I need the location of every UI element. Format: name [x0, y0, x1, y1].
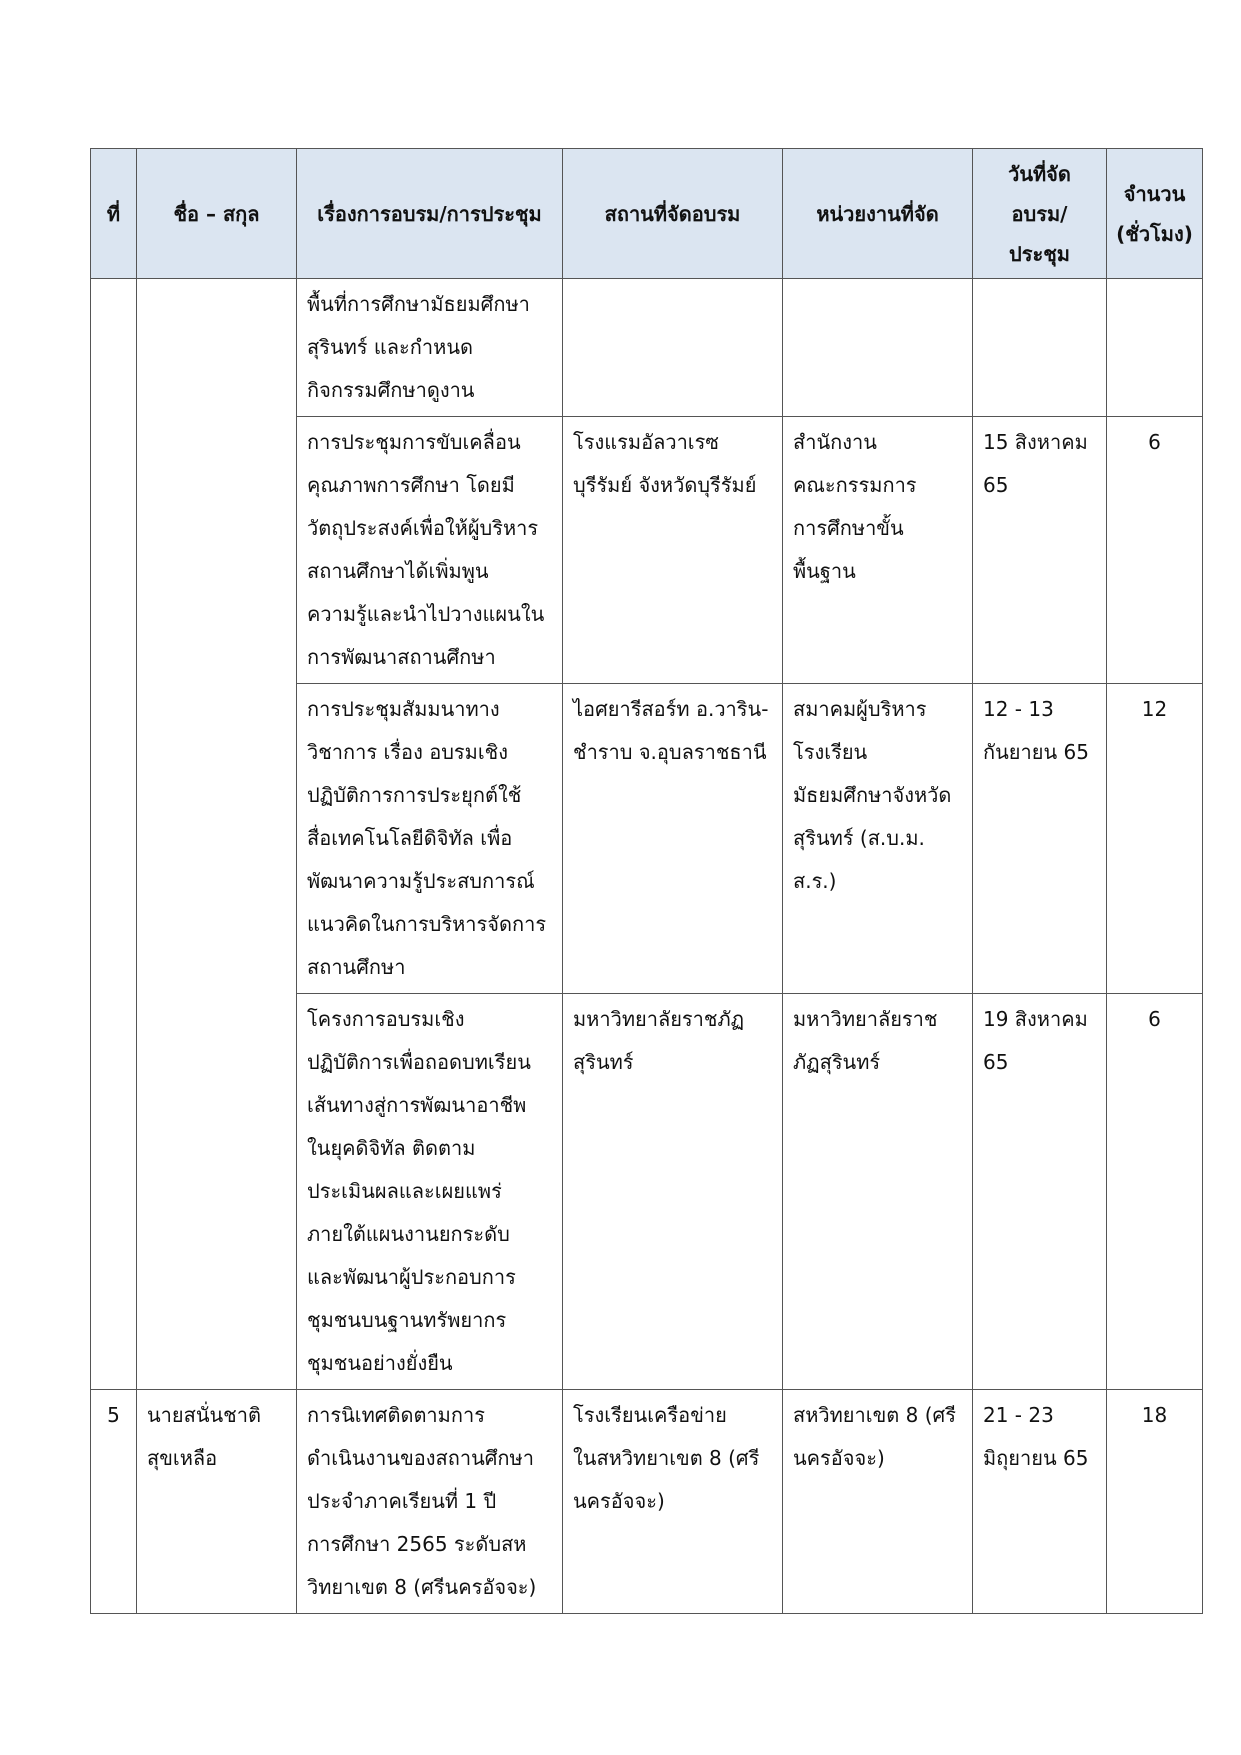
organizer-cell	[783, 279, 973, 417]
table-row	[91, 279, 1203, 417]
organizer-cell: สหวิทยาเขต 8 (ศรี นครอัจจะ)	[783, 1390, 973, 1614]
venue-cell: โรงเรียนเครือข่าย ในสหวิทยาเขต 8 (ศรี นครอัจจะ)	[563, 1390, 783, 1614]
hours-cell: 12	[1107, 684, 1203, 994]
header-date: วันที่จัด อบรม/ ประชุม	[973, 149, 1107, 279]
header-row	[91, 149, 1203, 279]
topic-cell: การประชุมสัมมนาทาง วิชาการ เรื่อง อบรมเชิง ปฏิบัติการการประยุกต์ใช้ สื่อเทคโนโลยีดิจิทัล เพื่อ พัฒนาความรู้ประสบการณ์ แนวคิดในการบริหารจัดการ สถานศึกษา	[297, 684, 563, 994]
venue-cell: ไอศยารีสอร์ท อ.วาริน- ชำราบ จ.อุบลราชธานี	[563, 684, 783, 994]
row-number-cell: 5	[91, 1390, 137, 1614]
organizer-cell: สมาคมผู้บริหาร โรงเรียน มัธยมศึกษาจังหวัด สุรินทร์ (ส.บ.ม. ส.ร.)	[783, 684, 973, 994]
date-cell: 19 สิงหาคม 65	[973, 994, 1107, 1390]
venue-cell: โรงแรมอัลวาเรซ บุรีรัมย์ จังหวัดบุรีรัมย์	[563, 417, 783, 684]
header-name: ชื่อ – สกุล	[137, 149, 297, 279]
hours-cell: 6	[1107, 994, 1203, 1390]
topic-cell: การประชุมการขับเคลื่อน คุณภาพการศึกษา โดยมี วัตถุประสงค์เพื่อให้ผู้บริหาร สถานศึกษาได้เพิ่มพูน ความรู้และนำไปวางแผนใน การพัฒนาสถานศึกษา	[297, 417, 563, 684]
header-hours: จำนวน (ชั่วโมง)	[1107, 149, 1203, 279]
row-number-cell	[91, 279, 137, 1390]
topic-cell: พื้นที่การศึกษามัธยมศึกษา สุรินทร์ และกำหนด กิจกรรมศึกษาดูงาน	[297, 279, 563, 417]
organizer-cell: มหาวิทยาลัยราช ภัฏสุรินทร์	[783, 994, 973, 1390]
hours-cell	[1107, 279, 1203, 417]
header-topic: เรื่องการอบรม/การประชุม	[297, 149, 563, 279]
row-name-cell	[137, 279, 297, 1390]
organizer-cell: สำนักงาน คณะกรรมการ การศึกษาขั้น พื้นฐาน	[783, 417, 973, 684]
venue-cell	[563, 279, 783, 417]
hours-cell: 18	[1107, 1390, 1203, 1614]
date-cell	[973, 279, 1107, 417]
table-row	[91, 1390, 1203, 1614]
hours-cell: 6	[1107, 417, 1203, 684]
header-organizer: หน่วยงานที่จัด	[783, 149, 973, 279]
date-cell: 12 - 13 กันยายน 65	[973, 684, 1107, 994]
topic-cell: การนิเทศติดตามการ ดำเนินงานของสถานศึกษา ประจำภาคเรียนที่ 1 ปี การศึกษา 2565 ระดับสห วิทยาเขต 8 (ศรีนครอัจจะ)	[297, 1390, 563, 1614]
header-venue: สถานที่จัดอบรม	[563, 149, 783, 279]
topic-cell: โครงการอบรมเชิง ปฏิบัติการเพื่อถอดบทเรียน เส้นทางสู่การพัฒนาอาชีพ ในยุคดิจิทัล ติดตาม ประเมินผลและเผยแพร่ ภายใต้แผนงานยกระดับ และพัฒนาผู้ประกอบการ ชุมชนบนฐานทรัพยากร ชุมชนอย่างยั่งยืน	[297, 994, 563, 1390]
row-name-cell: นายสนั่นชาติ สุขเหลือ	[137, 1390, 297, 1614]
date-cell: 21 - 23 มิถุยายน 65	[973, 1390, 1107, 1614]
header-no: ที่	[91, 149, 137, 279]
date-cell: 15 สิงหาคม 65	[973, 417, 1107, 684]
venue-cell: มหาวิทยาลัยราชภัฏ สุรินทร์	[563, 994, 783, 1390]
training-table	[90, 148, 1203, 1614]
